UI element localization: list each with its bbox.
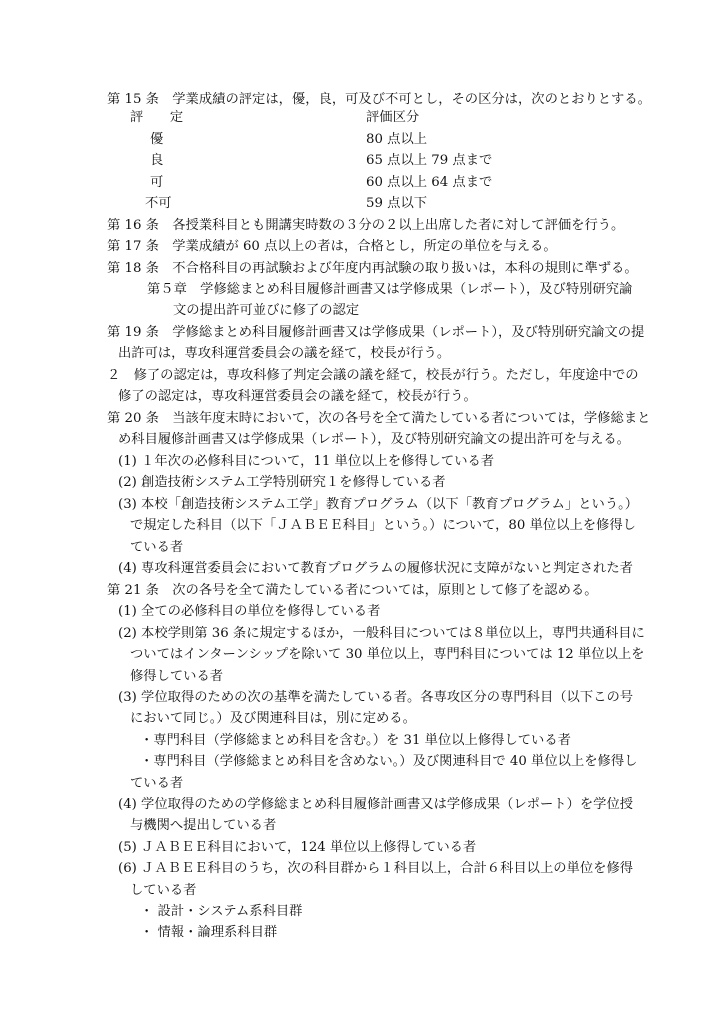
article-20-item-1: (1) １年次の必修科目について，11 単位以上を修得している者 xyxy=(118,454,495,469)
article-18-text: 第 18 条 不合格科目の再試験および年度内再試験の取り扱いは，本科の規則に準ずる。 xyxy=(107,261,638,276)
article-21-item-6: (6) ＪＡＢＥＥ科目のうち，次の科目群から１科目以上，合計６科目以上の単位を修得 xyxy=(118,861,634,876)
chapter-5-heading-line: 第５章 学修総まとめ科目履修計画書又は学修成果（レポート），及び特別研究論 xyxy=(147,282,633,297)
grade-table-row-grade: 優 xyxy=(150,132,164,147)
article-19-line: 第 19 条 学修総まとめ科目履修計画書又は学修成果（レポート），及び特別研究論文の提 xyxy=(107,325,645,340)
article-19-paragraph-2-line: 修了の認定は，専攻科運営委員会の議を経て，校長が行う。 xyxy=(118,389,477,404)
article-19-line: 出許可は，専攻科運営委員会の議を経て，校長が行う。 xyxy=(118,346,451,361)
article-20-item-2: (2) 創造技術システム工学特別研究１を修得している者 xyxy=(118,475,446,490)
article-20-item-3-continuation: で規定した科目（以下「ＪＡＢＥＥ科目」という。）について，80 単位以上を修得し xyxy=(130,518,636,533)
article-21-item-4: (4) 学位取得のための学修総まとめ科目履修計画書又は学修成果（レポート）を学位授 xyxy=(118,797,634,812)
article-15-text: 第 15 条 学業成績の評定は，優，良，可及び不可とし，その区分は，次のとおりとする。 xyxy=(107,92,651,107)
article-21-item-1: (1) 全ての必修科目の単位を修得している者 xyxy=(118,604,381,619)
article-20-line: め科目履修計画書又は学修成果（レポート），及び特別研究論文の提出許可を与える。 xyxy=(118,432,630,447)
article-17-text: 第 17 条 学業成績が 60 点以上の者は，合格とし，所定の単位を与える。 xyxy=(107,239,557,254)
grade-table-row-range: 80 点以上 xyxy=(366,132,428,147)
article-21-item-2: (2) 本校学則第 36 条に規定するほか，一般科目については８単位以上，専門共通科目に xyxy=(118,626,645,641)
grade-table-row-grade: 不可 xyxy=(145,196,172,211)
grade-table-row-grade: 良 xyxy=(150,153,164,168)
article-21-item-3-bullet: ・専門科目（学修総まとめ科目を含めない。）及び関連科目で 40 単位以上を修得し xyxy=(140,754,638,769)
article-21-item-6-bullet: ・ 設計・システム系科目群 xyxy=(140,904,303,919)
article-16-text: 第 16 条 各授業科目とも開講実時数の３分の２以上出席した者に対して評価を行う。 xyxy=(107,218,625,233)
article-21-item-6-bullet: ・ 情報・論理系科目群 xyxy=(140,925,278,940)
grade-table-row-range: 59 点以下 xyxy=(366,196,428,211)
grade-table-header-range: 評価区分 xyxy=(366,110,420,125)
article-21-item-6-continuation: している者 xyxy=(130,883,197,898)
article-20-item-3: (3) 本校「創造技術システム工学」教育プログラム（以下「教育プログラム」という。） xyxy=(118,497,639,512)
article-20-item-3-continuation: ている者 xyxy=(130,540,184,555)
article-21-item-2-continuation: 修得している者 xyxy=(130,669,224,684)
grade-table-row-grade: 可 xyxy=(150,175,164,190)
article-20-item-4: (4) 専攻科運営委員会において教育プログラムの履修状況に支障がないと判定された者 xyxy=(118,561,633,576)
grade-table-row-range: 60 点以上 64 点まで xyxy=(366,175,493,190)
article-19-paragraph-2-line: ２ 修了の認定は，専攻科修了判定会議の議を経て，校長が行う。ただし，年度途中での xyxy=(107,368,639,383)
article-21-item-3-bullet: ・専門科目（学修総まとめ科目を含む。）を 31 単位以上修得している者 xyxy=(140,733,571,748)
grade-table-row-range: 65 点以上 79 点まで xyxy=(366,153,493,168)
article-21-item-3-continuation: において同じ。）及び関連科目は，別に定める。 xyxy=(130,711,416,726)
article-21-item-3: (3) 学位取得のための次の基準を満たしている者。各専攻区分の専門科目（以下この号 xyxy=(118,690,634,705)
chapter-5-heading-line: 文の提出許可並びに修了の認定 xyxy=(173,303,360,318)
article-21-item-2-continuation: ついてはインターンシップを除いて 30 単位以上，専門科目については 12 単位以上を xyxy=(130,647,645,662)
article-21-item-5: (5) ＪＡＢＥＥ科目において，124 単位以上修得している者 xyxy=(118,840,477,855)
article-21-item-3-bullet-continuation: ている者 xyxy=(130,776,184,791)
grade-table-header-grade: 評 定 xyxy=(130,110,184,125)
article-20-line: 第 20 条 当該年度末時において，次の各号を全て満たしている者については，学修総まと xyxy=(107,411,651,426)
article-21-item-4-continuation: 与機関へ提出している者 xyxy=(130,818,277,833)
article-21-text: 第 21 条 次の各号を全て満たしている者については，原則として修了を認める。 xyxy=(107,583,598,598)
